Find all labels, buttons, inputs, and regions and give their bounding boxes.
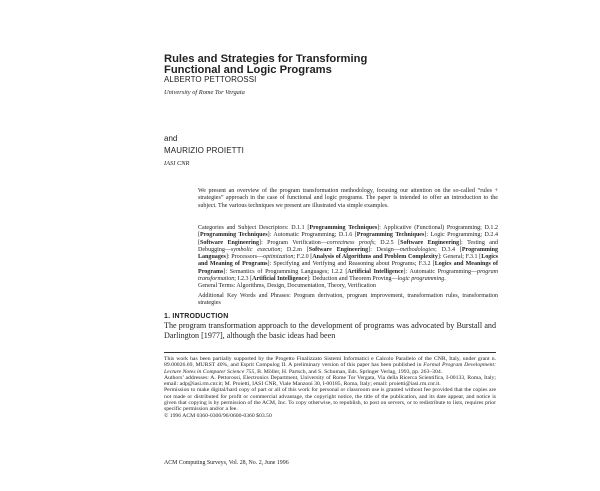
author-affiliation-2: IASI CNR [164,160,190,167]
paper-title: Rules and Strategies for Transforming Functional and Logic Programs [164,53,368,76]
abstract [198,188,498,210]
footnote-addresses: Authors’ addresses: A. Pettorossi, Electronics Department, University of Rome Tor Vergata, Via della Ricerca Scientifica, I-00133, Roma, Italy; email: adp@iasi.rm.cnr.it; M. Proietti, IASI CNR, Viale Manzoni 30, I-00185, Roma, Italy; email: proietti@iasi.rm.cnr.it. [164,374,496,388]
footnote-divider [164,352,496,353]
abstract-text: We present an overview of the program transformation methodology, focusing our attention on the so-called “rules + strategies” approach in the case of functional and logic programs. The paper is intended to offer an introduction to the subject. The various techniques we present are illustrated via simple examples. [198,188,498,209]
author-separator: and [164,134,178,143]
keywords-text: Additional Key Words and Phrases: Program derivation, program improvement, transformation rules, transformation strategies [198,293,498,307]
general-terms [198,283,498,290]
categories-text: Categories and Subject Descriptors: D.1.1 [Programming Techniques]: Applicative (Functional) Programming; D.1.2 [Programming Techniques]: Automatic Programming; D.1.6 [Programming Techniques]: Logic Programming; D.2.4 [Software Engineering]: Program Verification—correctness proofs; D.2.5 [Software Engineering]: Testing and Debugging—symbolic execution; D.2.m [Software Engineering]: Design—methodologies; D.3.4 [Programming Languages]: Processors—optimization; F.2.0 [Analysis of Algorithms and Problem Complexity]: General; F.3.1 [Logics and Meaning of Programs]: Specifying and Verifying and Reasoning about Programs; F.3.2 [Logics and Meanings of Programs]: Semantics of Programming Languages; I.2.2 [Artificial Intelligence]: Automatic Programming—program transformation; I.2.3 [Artificial Intelligence]: Deduction and Theorem Proving—logic programming. [198,225,498,283]
footnotes [164,356,496,419]
footnote-support: This work has been partially supported by the Progetto Finalizzato Sistemi Informatici e Calcolo Parallelo of the CNR, Italy, under grant n. 89.00026.69, MURST 40%, and Esprit Compulog II. A preliminary version of this paper has been published in Formal Program Development: Lecture Notes in Computer Science 755, B. Möller, H. Partsch, and S. Schuman, Eds. Springer Verlag, 1993, pp. 263–304. [164,356,496,375]
footnote-copyright: © 1996 ACM 0360-0300/96/0600-0360 $03.50 [164,412,272,419]
journal-footer: ACM Computing Surveys, Vol. 28, No. 2, June 1996 [164,460,289,466]
footnote-permission: Permission to make digital/hard copy of part or all of this work for personal or classroom use is granted without fee provided that the copies are not made or distributed for profit or commercial advantage, the copyright notice, the title of the publication, and its date appear, and notice is given that copying is by permission of the ACM, Inc. To copy otherwise, to republish, to post on servers, or to redistribute to lists, requires prior specific permission and/or a fee. [164,387,496,413]
categories-block [198,225,498,283]
general-terms-text: General Terms: Algorithms, Design, Documentation, Theory, Verification [198,283,376,289]
section-heading-introduction: 1. INTRODUCTION [164,313,229,320]
keywords [198,293,498,308]
author-name-1: ALBERTO PETTOROSSI [164,75,257,84]
author-affiliation-1: University of Rome Tor Vergata [164,89,245,96]
author-name-2: MAURIZIO PROIETTI [164,146,244,155]
introduction-paragraph: The program transformation approach to the development of programs was advocated by Burstall and Darlington [1977], although the basic ideas had been [164,321,496,341]
